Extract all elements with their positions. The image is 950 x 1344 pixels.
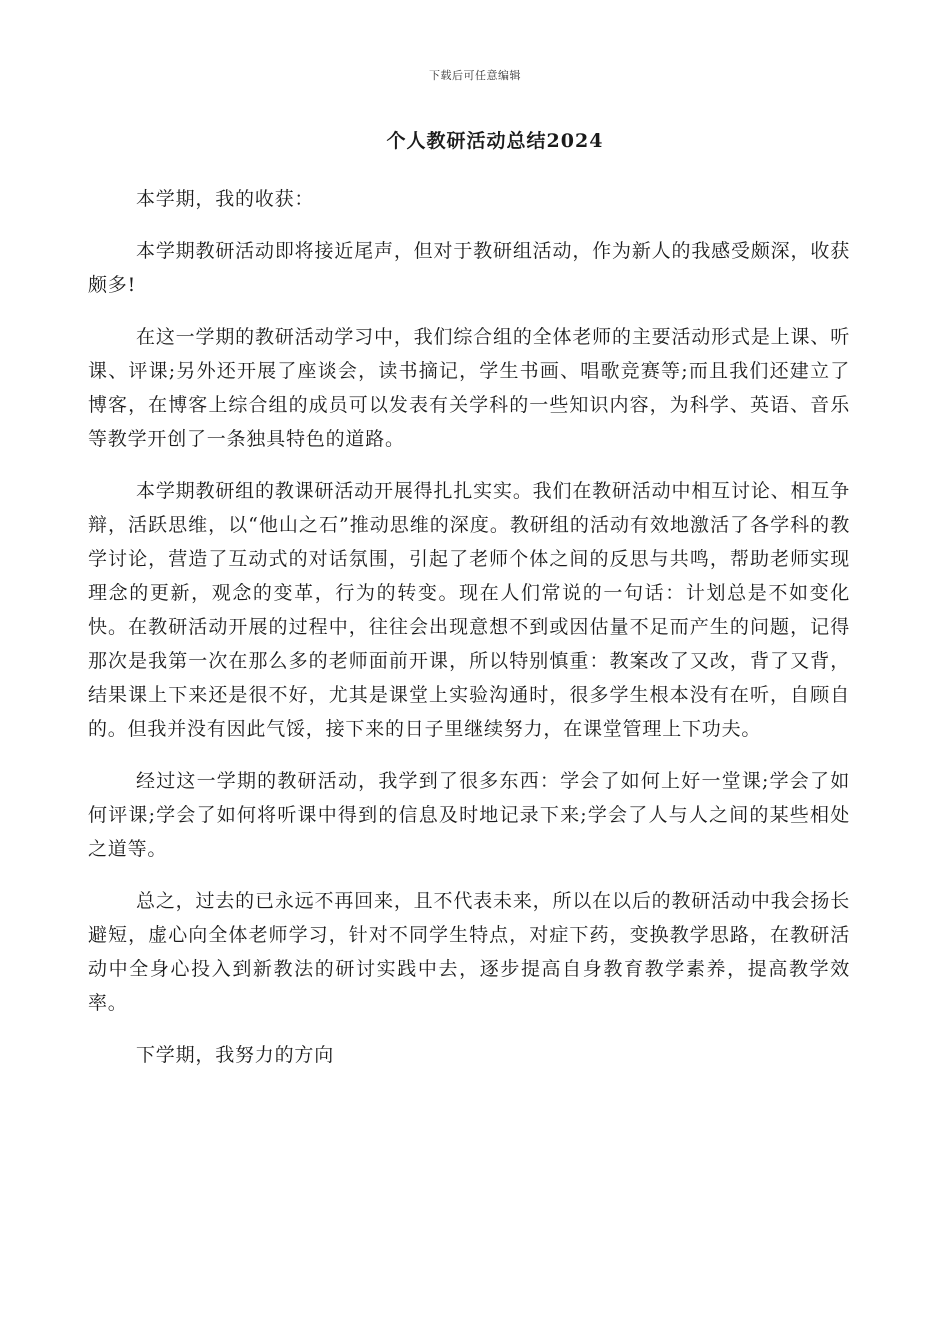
paragraph-1: 本学期，我的收获：	[136, 188, 315, 210]
paragraph-5: 经过这一学期的教研活动，我学到了很多东西：学会了如何上好一堂课;学会了如何评课;学会了如何将听课中得到的信息及时地记录下来;学会了人与人之间的某些相处之道等。	[88, 770, 850, 860]
header-note: 下载后可任意编辑	[429, 69, 521, 82]
paragraph-4: 本学期教研组的教课研活动开展得扎扎实实。我们在教研活动中相互讨论、相互争辩，活跃思维，以“他山之石”推动思维的深度。教研组的活动有效地激活了各学科的教学讨论，营造了互动式的对话氛围，引起了老师个体之间的反思与共鸣，帮助老师实现理念的更新，观念的变革，行为的转变。现在人们常说的一句话：计划总是不如变化快。在教研活动开展的过程中，往往会出现意想不到或因估量不足而产生的问题，记得那次是我第一次在那么多的老师面前开课，所以特别慎重：教案改了又改，背了又背，结果课上下来还是很不好，尤其是课堂上实验沟通时，很多学生根本没有在听，自顾自的。但我并没有因此气馁，接下来的日子里继续努力，在课堂管理上下功夫。	[88, 480, 850, 740]
document-body	[88, 182, 850, 1072]
paragraph-2: 本学期教研活动即将接近尾声，但对于教研组活动，作为新人的我感受颇深，收获颇多!	[88, 240, 850, 296]
document-title: 个人教研活动总结2024	[386, 130, 604, 152]
paragraph-6: 总之，过去的已永远不再回来，且不代表未来，所以在以后的教研活动中我会扬长避短，虚心向全体老师学习，针对不同学生特点，对症下药，变换教学思路，在教研活动中全身心投入到新教法的研讨实践中去，逐步提高自身教育教学素养，提高教学效率。	[88, 890, 850, 1014]
paragraph-3: 在这一学期的教研活动学习中，我们综合组的全体老师的主要活动形式是上课、听课、评课;另外还开展了座谈会，读书摘记，学生书画、唱歌竞赛等;而且我们还建立了博客，在博客上综合组的成员可以发表有关学科的一些知识内容，为科学、英语、音乐等教学开创了一条独具特色的道路。	[88, 326, 850, 450]
paragraph-7: 下学期，我努力的方向	[136, 1044, 335, 1066]
